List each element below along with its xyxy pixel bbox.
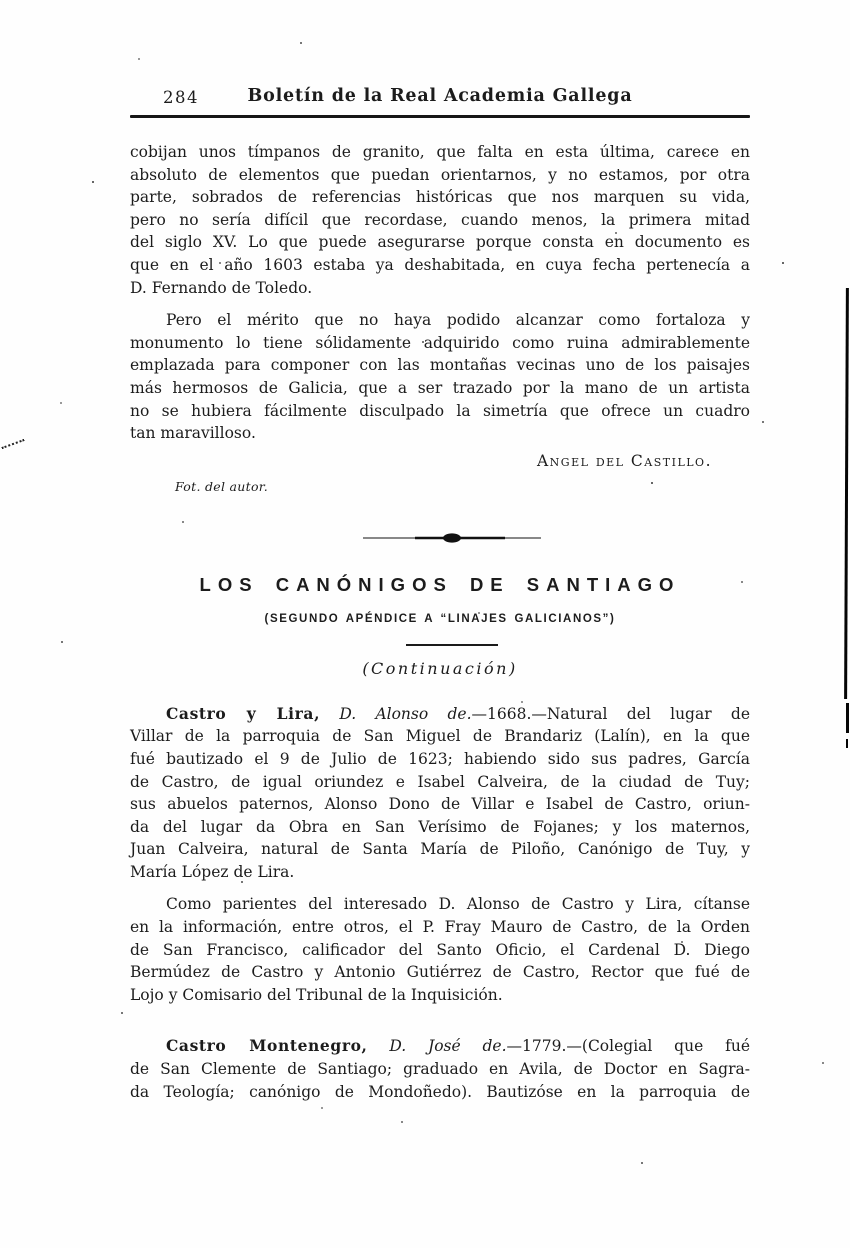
entry-castro-y-lira xyxy=(130,703,750,884)
text-line: sus abuelos paternos, Alonso Dono de Villar e Isabel de Castro, oriun- xyxy=(130,795,750,814)
entry-heading-rest: —1668.—Natural del lugar de xyxy=(471,704,750,723)
text-line: no se hubiera fácilmente disculpado la simetría que ofrece un cuadro xyxy=(130,401,750,420)
text-line: Juan Calveira, natural de Santa María de Piloño, Canónigo de Tuy, y xyxy=(130,840,750,859)
scan-noise-specks xyxy=(0,0,2,2)
divider-ornament-icon xyxy=(363,531,541,545)
text-line: parte, sobrados de referencias históricas que nos marquen su vida, xyxy=(130,188,750,207)
text-line: del siglo XV. Lo que puede asegurarse porque consta en documento es xyxy=(130,233,750,252)
scan-edge-line xyxy=(844,288,849,699)
text-line: cobijan unos tímpanos de granito, que falta en esta última, carece en xyxy=(130,143,750,161)
entry-given-name: D. Alonso de. xyxy=(320,704,472,723)
article-title: LOS CANÓNIGOS DE SANTIAGO xyxy=(199,573,681,595)
text-line: de San Francisco, calificador del Santo Oficio, el Cardenal D. Diego xyxy=(130,940,750,959)
text-line: monumento lo tiene sólidamente adquirido como ruina admirablemente xyxy=(130,333,750,352)
page-number: 284 xyxy=(163,88,199,107)
text-line: Lojo y Comisario del Tribunal de la Inquisición. xyxy=(130,985,503,1004)
text-line: que en el año 1603 estaba ya deshabitada, en cuya fecha pertenecía a xyxy=(130,255,750,274)
text-line: da del lugar da Obra en San Verísimo de Fojanes; y los maternos, xyxy=(130,817,750,836)
text-line: en la información, entre otros, el P. Fray Mauro de Castro, de la Orden xyxy=(130,918,750,937)
text-line: Como parientes del interesado D. Alonso de Castro y Lira, cítanse xyxy=(166,895,750,914)
continuation-note: (Continuación) xyxy=(362,658,518,678)
text-line: tan maravilloso. xyxy=(130,424,256,443)
entry-given-name: D. José de. xyxy=(367,1037,507,1056)
entry-body xyxy=(130,1058,750,1103)
entry-surname: Castro Montenegro, xyxy=(166,1036,368,1056)
text-line: Bermúdez de Castro y Antonio Gutiérrez de Castro, Rector que fué de xyxy=(130,963,750,982)
section-divider xyxy=(142,530,762,544)
text-line: más hermosos de Galicia, que a ser trazado por la mano de un artista xyxy=(130,378,750,397)
article-subtitle: (SEGUNDO APÉNDICE A “LINAJES GALICIANOS”) xyxy=(264,612,616,625)
scan-edge-line xyxy=(846,703,849,733)
author-signature: Angel del Castillo. xyxy=(536,451,712,470)
paragraph xyxy=(130,309,750,445)
text-line: de Castro, de igual oriundez e Isabel Calveira, de la ciudad de Tuy; xyxy=(130,772,750,791)
text-column xyxy=(130,0,750,1103)
header-rule xyxy=(130,115,750,118)
entry-body xyxy=(130,725,750,883)
text-line: absoluto de elementos que puedan orientarnos, y no estamos, por otra xyxy=(130,165,750,184)
paragraph-continued xyxy=(130,141,750,299)
entry-castro-montenegro xyxy=(130,1035,750,1103)
text-line: de San Clemente de Santiago; graduado en Avila, de Doctor en Sagra- xyxy=(130,1060,750,1079)
subtitle-rule xyxy=(406,644,498,646)
scan-smudge xyxy=(1,439,24,449)
text-line: D. Fernando de Toledo. xyxy=(130,278,313,297)
text-line: fué bautizado el 9 de Julio de 1623; habiendo sido sus padres, García xyxy=(130,749,750,768)
text-line: emplazada para componer con las montañas vecinas uno de los paisajes xyxy=(130,356,750,375)
text-line: da Teología; canónigo de Mondoñedo). Bautizóse en la parroquia de xyxy=(130,1082,750,1101)
text-line: Villar de la parroquia de San Miguel de Brandariz (Lalín), en la que xyxy=(130,727,750,746)
photo-credit: Fot. del autor. xyxy=(175,478,268,494)
text-line: Pero el mérito que no haya podido alcanzar como fortaloza y xyxy=(166,311,750,330)
journal-title: Boletín de la Real Academia Gallega xyxy=(247,86,633,106)
entry-heading-line xyxy=(130,703,750,726)
text-line: pero no sería difícil que recordase, cuando menos, la primera mitad xyxy=(130,210,750,229)
entry-relatives-paragraph xyxy=(130,893,750,1006)
entry-surname: Castro y Lira, xyxy=(166,703,321,723)
text-line: María López de Lira. xyxy=(130,862,295,881)
entry-heading-rest: —1779.—(Colegial que fué xyxy=(506,1037,750,1056)
page-header xyxy=(130,86,750,110)
entry-heading-line xyxy=(130,1035,750,1058)
scan-edge-line xyxy=(846,739,848,748)
